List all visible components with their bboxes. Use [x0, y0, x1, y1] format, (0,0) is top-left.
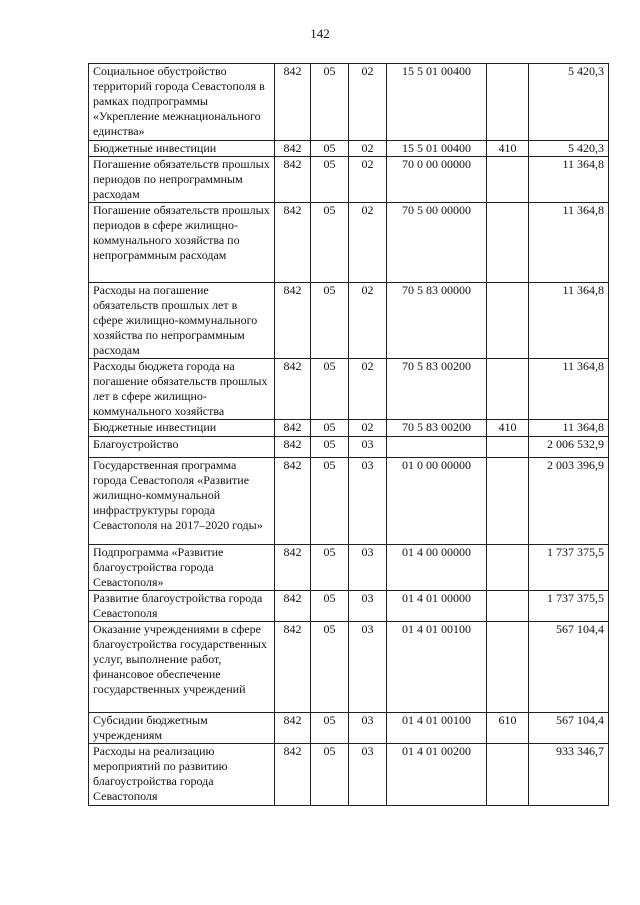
cell-csr: 70 0 00 00000 [387, 157, 487, 203]
cell-vr [487, 744, 529, 806]
cell-vr [487, 283, 529, 359]
cell-name: Бюджетные инвестиции [89, 420, 275, 437]
cell-rz: 05 [311, 420, 349, 437]
table-row [89, 283, 609, 359]
cell-sum: 11 364,8 [529, 420, 609, 437]
cell-csr: 70 5 00 00000 [387, 203, 487, 283]
cell-name: Благоустройство [89, 437, 275, 458]
cell-vr [487, 622, 529, 713]
cell-name: Бюджетные инвестиции [89, 141, 275, 157]
budget-table [88, 63, 609, 806]
cell-rz: 05 [311, 157, 349, 203]
cell-sum: 2 006 532,9 [529, 437, 609, 458]
table-row [89, 437, 609, 458]
cell-pr: 03 [349, 591, 387, 622]
cell-name: Оказание учреждениями в сфере благоустройства государственных услуг, выполнение работ, финансовое обеспечение государственных учреждений [89, 622, 275, 713]
cell-ved: 842 [275, 359, 311, 420]
cell-sum: 1 737 375,5 [529, 545, 609, 591]
cell-ved: 842 [275, 64, 311, 141]
cell-vr [487, 545, 529, 591]
cell-rz: 05 [311, 545, 349, 591]
cell-csr: 01 4 01 00200 [387, 744, 487, 806]
cell-name: Социальное обустройство территорий города Севастополя в рамках подпрограммы «Укрепление межнационального единства» [89, 64, 275, 141]
table-row [89, 157, 609, 203]
cell-vr: 410 [487, 420, 529, 437]
cell-ved: 842 [275, 545, 311, 591]
cell-pr: 02 [349, 283, 387, 359]
cell-name: Погашение обязательств прошлых периодов в сфере жилищно-коммунального хозяйства по непрограммным расходам [89, 203, 275, 283]
cell-name: Расходы бюджета города на погашение обязательств прошлых лет в сфере жилищно-коммунального хозяйства [89, 359, 275, 420]
cell-ved: 842 [275, 157, 311, 203]
cell-ved: 842 [275, 203, 311, 283]
cell-name: Государственная программа города Севастополя «Развитие жилищно-коммунальной инфраструктуры города Севастополя на 2017–2020 годы» [89, 458, 275, 545]
cell-rz: 05 [311, 437, 349, 458]
cell-sum: 11 364,8 [529, 203, 609, 283]
table-row [89, 420, 609, 437]
cell-name: Развитие благоустройства города Севастополя [89, 591, 275, 622]
table-row [89, 141, 609, 157]
cell-pr: 02 [349, 157, 387, 203]
cell-pr: 03 [349, 437, 387, 458]
cell-sum: 5 420,3 [529, 141, 609, 157]
cell-csr: 15 5 01 00400 [387, 64, 487, 141]
cell-rz: 05 [311, 713, 349, 744]
cell-pr: 03 [349, 545, 387, 591]
cell-vr [487, 359, 529, 420]
cell-vr: 610 [487, 713, 529, 744]
cell-rz: 05 [311, 458, 349, 545]
cell-pr: 03 [349, 713, 387, 744]
table-row [89, 744, 609, 806]
cell-vr [487, 203, 529, 283]
cell-name: Подпрограмма «Развитие благоустройства города Севастополя» [89, 545, 275, 591]
cell-ved: 842 [275, 141, 311, 157]
cell-pr: 02 [349, 64, 387, 141]
cell-pr: 02 [349, 359, 387, 420]
cell-rz: 05 [311, 591, 349, 622]
cell-ved: 842 [275, 591, 311, 622]
cell-vr [487, 437, 529, 458]
cell-pr: 02 [349, 420, 387, 437]
cell-name: Расходы на погашение обязательств прошлых лет в сфере жилищно-коммунального хозяйства по непрограммным расходам [89, 283, 275, 359]
cell-sum: 2 003 396,9 [529, 458, 609, 545]
cell-sum: 567 104,4 [529, 713, 609, 744]
cell-vr [487, 591, 529, 622]
cell-vr [487, 458, 529, 545]
cell-rz: 05 [311, 744, 349, 806]
table-row [89, 359, 609, 420]
cell-csr: 01 0 00 00000 [387, 458, 487, 545]
cell-csr: 01 4 01 00100 [387, 713, 487, 744]
cell-rz: 05 [311, 622, 349, 713]
cell-ved: 842 [275, 420, 311, 437]
cell-name: Расходы на реализацию мероприятий по развитию благоустройства города Севастополя [89, 744, 275, 806]
cell-sum: 11 364,8 [529, 283, 609, 359]
cell-pr: 02 [349, 203, 387, 283]
cell-sum: 11 364,8 [529, 157, 609, 203]
cell-vr: 410 [487, 141, 529, 157]
cell-csr: 01 4 01 00000 [387, 591, 487, 622]
cell-vr [487, 157, 529, 203]
cell-pr: 03 [349, 458, 387, 545]
table-row [89, 622, 609, 713]
cell-csr: 01 4 01 00100 [387, 622, 487, 713]
table-row [89, 591, 609, 622]
table-row [89, 203, 609, 283]
cell-vr [487, 64, 529, 141]
table-row [89, 713, 609, 744]
cell-csr: 15 5 01 00400 [387, 141, 487, 157]
cell-rz: 05 [311, 141, 349, 157]
cell-rz: 05 [311, 64, 349, 141]
table-row [89, 545, 609, 591]
cell-pr: 03 [349, 622, 387, 713]
cell-csr: 70 5 83 00200 [387, 420, 487, 437]
cell-sum: 933 346,7 [529, 744, 609, 806]
cell-csr [387, 437, 487, 458]
cell-rz: 05 [311, 203, 349, 283]
table-row [89, 458, 609, 545]
cell-csr: 70 5 83 00200 [387, 359, 487, 420]
cell-sum: 11 364,8 [529, 359, 609, 420]
cell-ved: 842 [275, 622, 311, 713]
cell-name: Субсидии бюджетным учреждениям [89, 713, 275, 744]
cell-csr: 01 4 00 00000 [387, 545, 487, 591]
cell-ved: 842 [275, 283, 311, 359]
cell-pr: 03 [349, 744, 387, 806]
cell-csr: 70 5 83 00000 [387, 283, 487, 359]
cell-pr: 02 [349, 141, 387, 157]
page-number: 142 [310, 26, 330, 41]
cell-sum: 1 737 375,5 [529, 591, 609, 622]
cell-ved: 842 [275, 437, 311, 458]
cell-ved: 842 [275, 744, 311, 806]
cell-ved: 842 [275, 713, 311, 744]
cell-sum: 5 420,3 [529, 64, 609, 141]
cell-name: Погашение обязательств прошлых периодов по непрограммным расходам [89, 157, 275, 203]
cell-ved: 842 [275, 458, 311, 545]
table-row [89, 64, 609, 141]
cell-rz: 05 [311, 283, 349, 359]
cell-rz: 05 [311, 359, 349, 420]
cell-sum: 567 104,4 [529, 622, 609, 713]
